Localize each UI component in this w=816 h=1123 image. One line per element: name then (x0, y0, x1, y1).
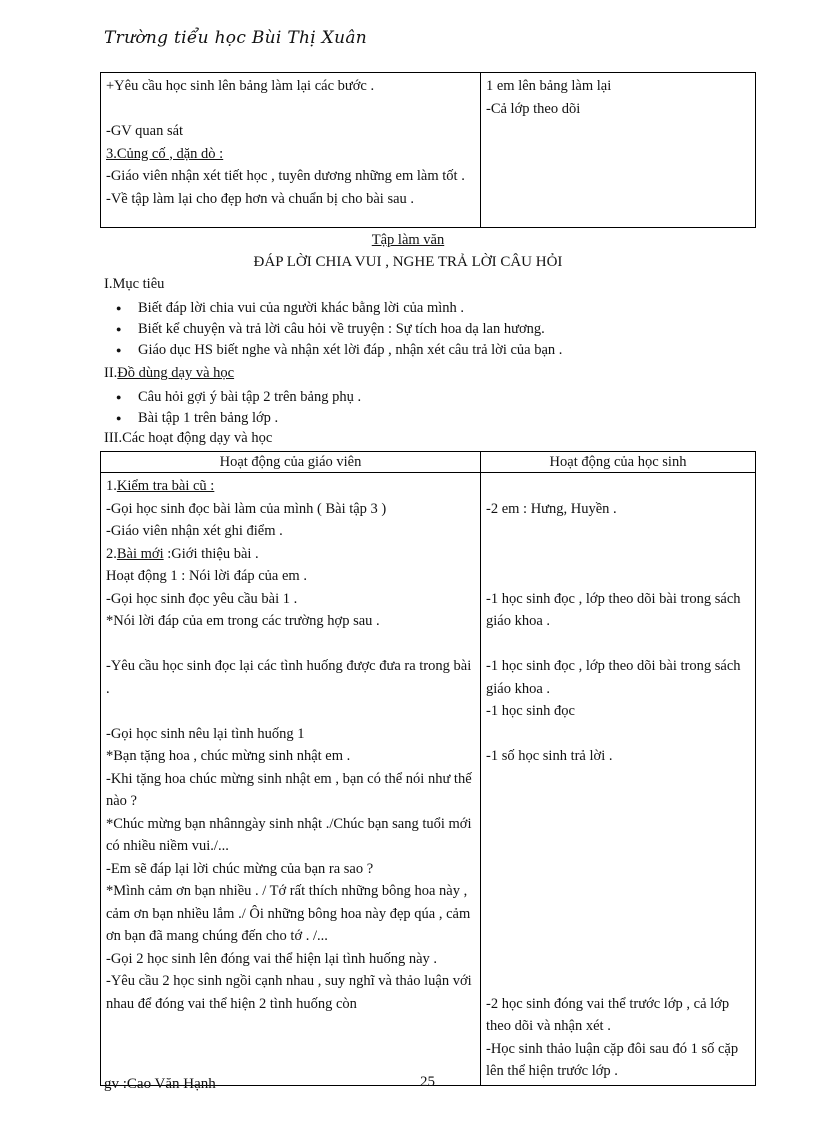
text-line: 1 em lên bảng làm lại (486, 78, 612, 94)
top-activity-table (100, 72, 756, 228)
text-line: -Về tập làm lại cho đẹp hơn và chuẩn bị cho bài sau . (106, 190, 415, 207)
section-heading (106, 543, 475, 566)
text-line: -1 học sinh đọc , lớp theo dõi bài trong sách giáo khoa . (486, 590, 741, 629)
spacer (106, 700, 475, 723)
objectives-heading: I.Mục tiêu (104, 276, 165, 292)
activities-heading: III.Các hoạt động dạy và học (104, 430, 273, 446)
main-activity-table (100, 451, 756, 1086)
section-heading (106, 475, 475, 498)
section-number: II. (104, 365, 118, 381)
text-line: -1 số học sinh trả lời . (486, 748, 613, 764)
spacer (486, 723, 750, 746)
text-line: -1 học sinh đọc , lớp theo dõi bài trong sách giáo khoa . (486, 658, 741, 697)
spacer (486, 925, 750, 948)
text-line: *Mình cảm ơn bạn nhiều . / Tớ rất thích những bông hoa này , cảm ơn bạn nhiều lắm ./ Ôi những bông hoa này đẹp qúa , cảm ơn bạn đã mang chúng đến cho tớ . /... (106, 883, 471, 944)
spacer (486, 520, 750, 543)
spacer (486, 835, 750, 858)
list-item: ● Biết kể chuyện và trả lời câu hỏi về truyện : Sự tích hoa dạ lan hương. (138, 319, 562, 340)
text-line: -GV quan sát (106, 123, 184, 139)
teacher-column-header: Hoạt động của giáo viên (101, 452, 481, 473)
text-line: -Gọi học sinh đọc bài làm của mình ( Bài tập 3 ) (106, 500, 387, 517)
text-line: -Gọi học sinh nêu lại tình huống 1 (106, 725, 305, 742)
objectives-list (104, 298, 562, 361)
text-line: Hoạt động 1 : Nói lời đáp của em . (106, 568, 307, 584)
spacer (486, 813, 750, 836)
text-line: -Khi tặng hoa chúc mừng sinh nhật em , bạn có thể nói như thế nào ? (106, 770, 472, 809)
school-header: Trường tiểu học Bùi Thị Xuân (104, 28, 368, 48)
spacer (486, 790, 750, 813)
lesson-subject: Tập làm văn (371, 232, 445, 248)
section-heading: 3.Củng cố , dặn dò : (106, 145, 224, 162)
text-line: *Chúc mừng bạn nhânngày sinh nhật ./Chúc bạn sang tuổi mới có nhiều niềm vui./... (106, 815, 472, 854)
spacer (486, 970, 750, 993)
text-line: -Yêu cầu 2 học sinh ngồi cạnh nhau , suy nghĩ và thảo luận với nhau để đóng vai thể hiện 2 tình huống còn (106, 973, 472, 1012)
spacer (486, 543, 750, 566)
section-title: Bài mới (116, 545, 164, 562)
text-line: -Giáo viên nhận xét ghi điểm . (106, 523, 283, 539)
text-line: -2 em : Hưng, Huyền . (486, 500, 617, 517)
spacer (106, 633, 475, 656)
student-column-header: Hoạt động của học sinh (481, 452, 756, 473)
text-line: -Yêu cầu học sinh đọc lại các tình huống được đưa ra trong bài . (106, 658, 472, 697)
spacer (486, 858, 750, 881)
text-line: -Gọi 2 học sinh lên đóng vai thể hiện lại tình huống này . (106, 950, 438, 967)
teacher-activity-cell (101, 73, 481, 228)
text-line: -2 học sinh đóng vai thể trước lớp , cả lớp theo dõi và nhận xét . (486, 995, 730, 1034)
text-line: +Yêu cầu học sinh lên bảng làm lại các bước . (106, 78, 375, 94)
spacer (486, 633, 750, 656)
text-line: -Gọi học sinh đọc yêu cầu bài 1 . (106, 590, 298, 607)
materials-heading (104, 365, 234, 382)
spacer (486, 565, 750, 588)
section-number: 2. (106, 545, 117, 562)
text-line: -Học sinh thảo luận cặp đôi sau đó 1 số cặp lên thể hiện trước lớp . (486, 1040, 739, 1079)
list-item: ● Biết đáp lời chia vui của người khác bằng lời của mình . (138, 298, 562, 319)
materials-list (104, 387, 361, 429)
text-line: *Nói lời đáp của em trong các trường hợp sau . (106, 613, 380, 629)
text-line: -1 học sinh đọc (486, 703, 575, 719)
spacer (486, 475, 750, 498)
spacer (486, 768, 750, 791)
text-line: -Em sẽ đáp lại lời chúc mừng của bạn ra sao ? (106, 860, 374, 877)
teacher-activity-cell (101, 473, 481, 1086)
footer-author: gv :Cao Văn Hạnh (104, 1076, 216, 1092)
page-number: 25 (420, 1074, 435, 1090)
student-activity-cell (481, 73, 756, 228)
section-title: Kiểm tra bài cũ : (116, 478, 215, 494)
spacer (106, 98, 475, 121)
section-title: Đồ dùng dạy và học (117, 365, 235, 381)
lesson-title: ĐÁP LỜI CHIA VUI , NGHE TRẢ LỜI CÂU HỎI (253, 254, 563, 270)
list-item: ● Bài tập 1 trên bảng lớp . (138, 408, 361, 429)
text-line: -Giáo viên nhận xét tiết học , tuyên dương những em làm tốt . (106, 168, 465, 184)
student-activity-cell (481, 473, 756, 1086)
section-rest: :Giới thiệu bài . (163, 545, 259, 562)
list-item: ● Câu hỏi gợi ý bài tập 2 trên bảng phụ . (138, 387, 361, 408)
text-line: -Cả lớp theo dõi (486, 100, 581, 117)
spacer (486, 948, 750, 971)
text-line: *Bạn tặng hoa , chúc mừng sinh nhật em . (106, 748, 351, 764)
section-number: 1. (106, 478, 117, 494)
spacer (486, 903, 750, 926)
spacer (486, 880, 750, 903)
list-item: ● Giáo dục HS biết nghe và nhận xét lời đáp , nhận xét câu trả lời của bạn . (138, 340, 562, 361)
